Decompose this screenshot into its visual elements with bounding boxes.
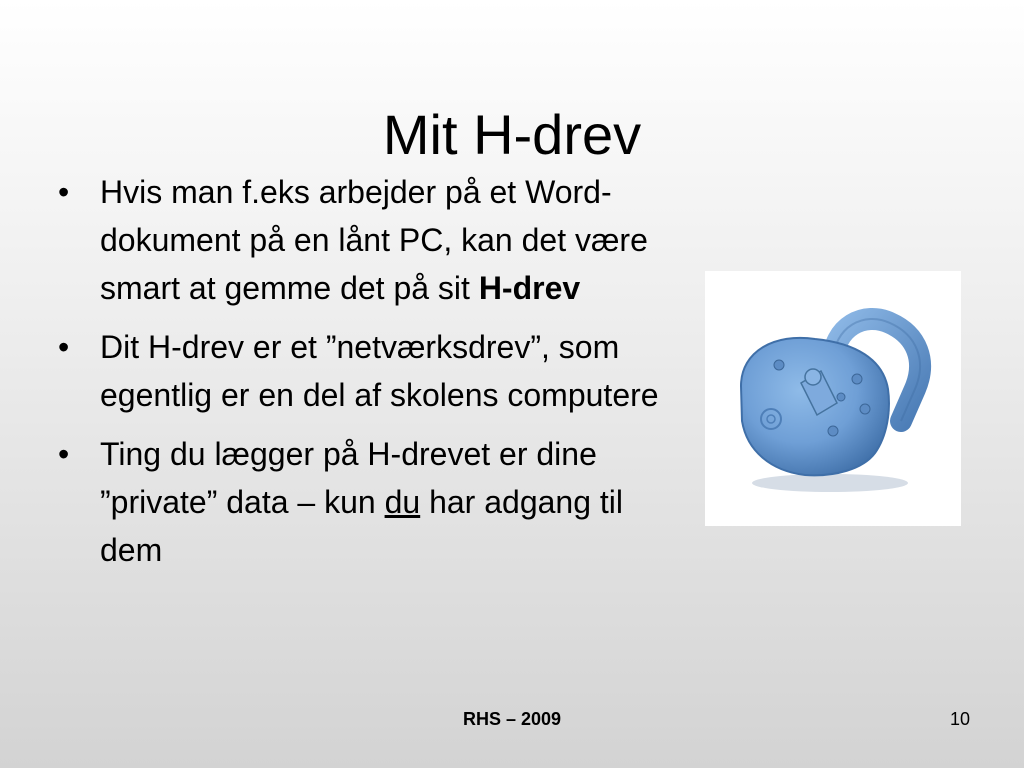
- slide-title: Mit H-drev: [382, 102, 642, 166]
- bullet-list: [56, 168, 676, 585]
- padlock-icon: [705, 271, 961, 526]
- bullet-underlined-text: du: [384, 484, 421, 520]
- bullet-item: [56, 323, 676, 419]
- bullet-text: har adgang til dem: [100, 484, 623, 568]
- footer-text: RHS – 2009: [462, 709, 562, 729]
- padlock-picture: [705, 271, 961, 526]
- bullet-marker: •: [58, 174, 70, 210]
- bullet-item: [56, 168, 676, 312]
- bullet-marker: •: [58, 329, 70, 365]
- bullet-text: Dit H-drev er et ”netværksdrev”, som egentlig er en del af skolens computere: [100, 329, 659, 413]
- bullet-bold-text: H-drev: [478, 270, 581, 306]
- bullet-text: Hvis man f.eks arbejder på et Word-dokument på en lånt PC, kan det være smart at gemme det på sit: [100, 174, 648, 306]
- bullet-marker: •: [58, 436, 70, 472]
- bullet-text: Ting du lægger på H-drevet er dine ”private” data – kun: [100, 436, 597, 520]
- slide-number: 10: [949, 709, 970, 729]
- bullet-item: [56, 430, 676, 574]
